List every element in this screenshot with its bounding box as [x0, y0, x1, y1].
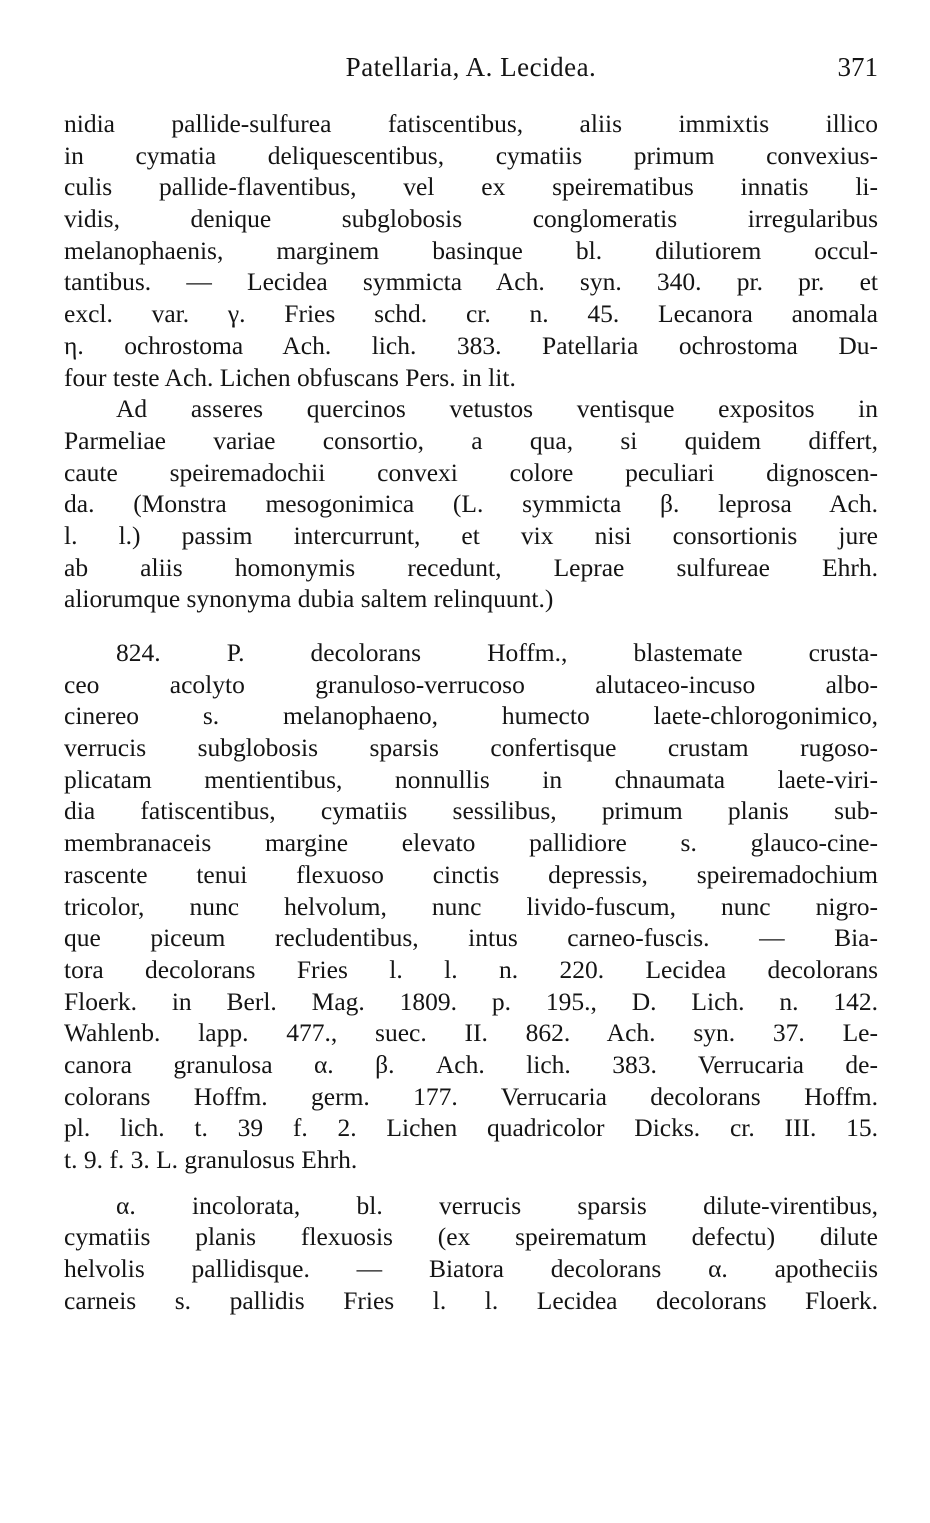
text-line: ab aliis homonymis recedunt, Leprae sulfureae Ehrh. [64, 552, 878, 582]
text-line: pl. lich. t. 39 f. 2. Lichen quadricolor Dicks. cr. III. 15. [64, 1113, 878, 1143]
text-line: tricolor, nunc helvolum, nunc livido-fuscum, nunc nigro- [64, 891, 878, 921]
text-line: cymatiis planis flexuosis (ex speirematum defectu) dilute [64, 1222, 878, 1252]
paragraph-spacer [64, 615, 878, 637]
text-line: da. (Monstra mesogonimica (L. symmicta β. leprosa Ach. [64, 489, 878, 519]
paragraph-spacer [64, 1176, 878, 1190]
text-line: Wahlenb. lapp. 477., suec. II. 862. Ach. syn. 37. Le- [64, 1018, 878, 1048]
text-line: nidia pallide-sulfurea fatiscentibus, aliis immixtis illico [64, 109, 878, 138]
text-line: membranaceis margine elevato pallidiore s. glauco-cine- [64, 828, 878, 858]
text-line: Ad asseres quercinos vetustos ventisque expositos in [116, 394, 878, 424]
page-number: 371 [837, 52, 878, 82]
text-line: tantibus. — Lecidea symmicta Ach. syn. 340. pr. pr. et [64, 267, 878, 297]
text-line: verrucis subglobosis sparsis confertisque crustam rugoso- [64, 733, 878, 763]
text-line: culis pallide-flaventibus, vel ex speirematibus innatis li- [64, 172, 878, 202]
text-line: tora decolorans Fries l. l. n. 220. Lecidea decolorans [64, 954, 878, 984]
text-line: cinereo s. melanophaeno, humecto laete-chlorogonimico, [64, 701, 878, 731]
text-line: plicatam mentientibus, nonnullis in chnaumata laete-viri- [64, 764, 878, 794]
entry-824-decolorans [64, 637, 878, 1176]
text-line: t. 9. f. 3. L. granulosus Ehrh. [64, 1145, 358, 1174]
text-line: η. ochrostoma Ach. lich. 383. Patellaria ochrostoma Du- [64, 330, 878, 360]
text-line: l. l.) passim intercurrunt, et vix nisi consortionis jure [64, 520, 878, 550]
text-line: four teste Ach. Lichen obfuscans Pers. in lit. [64, 362, 516, 392]
text-line: α. incolorata, bl. verrucis sparsis dilute-virentibus, [116, 1190, 878, 1220]
variety-incolorata [64, 1190, 878, 1317]
text-line: colorans Hoffm. germ. 177. Verrucaria decolorans Hoffm. [64, 1081, 878, 1111]
text-line: 824. P. decolorans Hoffm., blastemate crusta- [116, 638, 878, 667]
text-line: Parmeliae variae consortio, a qua, si quidem differt, [64, 425, 878, 455]
text-line: ceo acolyto granuloso-verrucoso alutaceo-incuso albo- [64, 669, 878, 699]
text-line: melanophaenis, marginem basinque bl. dilutiorem occul- [64, 235, 878, 265]
text-line: caute speiremadochii convexi colore peculiari dignoscen- [64, 457, 878, 487]
body-text [64, 108, 878, 1316]
text-line: Floerk. in Berl. Mag. 1809. p. 195., D. Lich. n. 142. [64, 986, 878, 1016]
text-line: carneis s. pallidis Fries l. l. Lecidea decolorans Floerk. [64, 1285, 878, 1315]
text-line: rascente tenui flexuoso cinctis depressis, speiremadochium [64, 859, 878, 889]
text-line: aliorumque synonyma dubia saltem relinquunt.) [64, 584, 554, 614]
page-header [64, 52, 878, 88]
running-head: Patellaria, A. Lecidea. [345, 52, 597, 82]
text-line: que piceum recludentibus, intus carneo-fuscis. — Bia- [64, 923, 878, 953]
text-line: helvolis pallidisque. — Biatora decolorans α. apotheciis [64, 1254, 878, 1284]
paragraph-lecidea-symmicta [64, 108, 878, 393]
text-line: in cymatia deliquescentibus, cymatiis primum convexius- [64, 140, 878, 170]
text-line: excl. var. γ. Fries schd. cr. n. 45. Lecanora anomala [64, 299, 878, 329]
text-line: dia fatiscentibus, cymatiis sessilibus, primum planis sub- [64, 796, 878, 826]
text-line: canora granulosa α. β. Ach. lich. 383. Verrucaria de- [64, 1049, 878, 1079]
paragraph-habitat [64, 393, 878, 615]
text-line: vidis, denique subglobosis conglomeratis irregularibus [64, 204, 878, 234]
